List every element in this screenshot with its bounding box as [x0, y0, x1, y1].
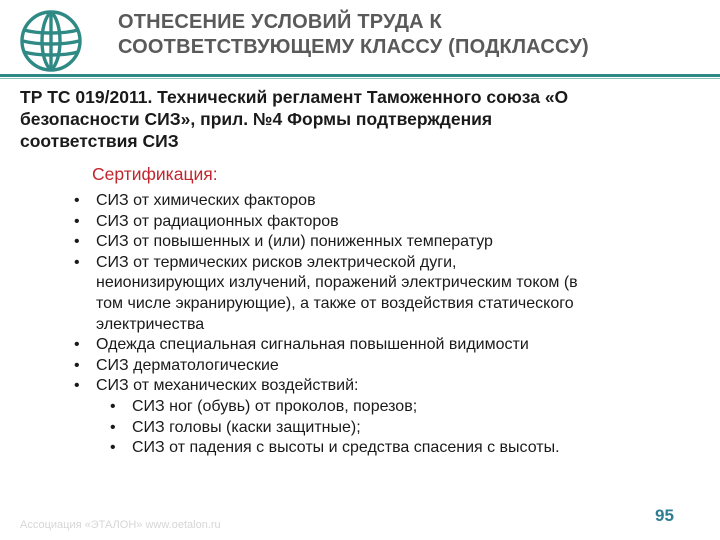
list-item-text: СИЗ от механических воздействий:: [96, 377, 359, 395]
bullet: •: [74, 253, 80, 271]
slide-title: [118, 10, 698, 60]
bullet: •: [110, 397, 116, 415]
page-number: 95: [655, 506, 674, 525]
bullet: •: [110, 439, 116, 457]
bullet: •: [110, 418, 116, 436]
sub-list-item: [96, 397, 700, 418]
list-item-text: СИЗ дерматологические: [96, 356, 279, 374]
list-item: [0, 232, 700, 253]
list-item-text: том числе экранирующие), а также от воздействия статического: [96, 294, 574, 312]
bullet: •: [74, 192, 80, 209]
footer-watermark: Ассоциация «ЭТАЛОН» www.oetalon.ru: [20, 519, 221, 531]
ppe-list: [0, 191, 700, 459]
header-divider-thin: [0, 78, 720, 79]
heading-line-1: ТР ТС 019/2011. Технический регламент Таможенного союза «О: [20, 87, 569, 107]
list-item: [0, 335, 700, 356]
title-line-1: ОТНЕСЕНИЕ УСЛОВИЙ ТРУДА К: [118, 11, 442, 33]
list-item-text: СИЗ от термических рисков электрической дуги,: [96, 253, 457, 271]
list-item-text: СИЗ от химических факторов: [96, 192, 316, 209]
bullet: •: [74, 336, 80, 354]
list-item-text: электричества: [96, 315, 205, 333]
heading-line-3: соответствия СИЗ: [20, 131, 179, 151]
sub-list-item-text: СИЗ ног (обувь) от проколов, порезов;: [132, 397, 418, 415]
etalon-globe-logo-icon: [18, 8, 84, 74]
list-item: [0, 212, 700, 233]
list-item: [0, 191, 700, 212]
sub-list-item: [96, 438, 700, 459]
bullet: •: [74, 212, 80, 230]
list-item: [0, 356, 700, 377]
sub-list-item-text: СИЗ головы (каски защитные);: [132, 418, 361, 436]
list-item-text: неионизирующих излучений, поражений электрическим током (в: [96, 274, 578, 292]
bullet: •: [74, 377, 80, 395]
sub-list-item-text: СИЗ от падения с высоты и средства спасения с высоты.: [132, 439, 560, 457]
list-item-text: СИЗ от повышенных и (или) пониженных температур: [96, 233, 493, 251]
certification-label: Сертификация:: [92, 164, 218, 184]
list-item: [0, 253, 700, 335]
list-item-text: Одежда специальная сигнальная повышенной видимости: [96, 336, 529, 354]
sub-list: [96, 397, 700, 459]
regulation-heading: [20, 86, 700, 152]
heading-line-2: безопасности СИЗ», прил. №4 Формы подтверждения: [20, 109, 493, 129]
bullet: •: [74, 233, 80, 251]
header-divider: [0, 74, 720, 77]
bullet: •: [74, 356, 80, 374]
sub-list-item: [96, 418, 700, 439]
list-item: [0, 376, 700, 458]
list-item-text: СИЗ от радиационных факторов: [96, 212, 339, 230]
title-line-2: СООТВЕТСТВУЮЩЕМУ КЛАССУ (ПОДКЛАССУ): [118, 36, 589, 58]
